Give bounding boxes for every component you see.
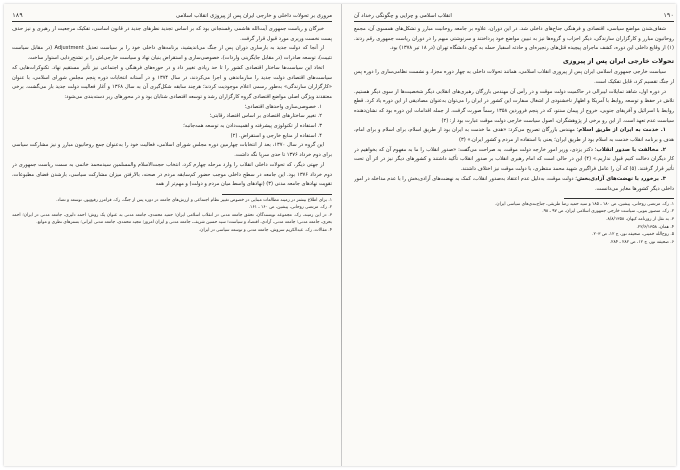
principle-item (354, 126, 674, 145)
section-heading: تحولات خارجی ایران پس از پیروزی (562, 57, 674, 66)
page-190 (354, 12, 674, 460)
page-number: ۱۸۹ (12, 12, 23, 19)
paragraph: سیاست خارجی جمهوری اسلامی ایران پس از پیروزی انقلاب اسلامی، همانند تحولات داخلی به چهار دوره مجزا، و نشست نظامی‌سازی را دوره پس از جنگ تقسیم کرد، قابل تفکیک است. (354, 69, 674, 85)
principle-item (354, 146, 674, 175)
page-header (354, 12, 674, 22)
page-header (12, 12, 332, 22)
footnote: ۵. روح‌الله خمینی، صحیفه نور، ج ۱۲، ص ۲۰۳. (592, 232, 674, 238)
paragraph: خبرگان و ریاست جمهوری آیت‌الله هاشمی رفسنجانی بود که بر اساس تجدید نظرهای جدید در قانون اساسی، تفکیک مرجعیت از رهبری و نیز حذف پست نخست وزیری مورد قبول قرار گرفت. (12, 26, 332, 42)
page-189 (12, 12, 332, 460)
footnote: ۱. برای اطلاع بیشتر در زمینه مطالعات مبنایی در خصوص تغییر نظام اجتماعی و ارزش‌های جامعه در دوره پس از جنگ، رک. فرامرز رفیع‌پور، توسعه و تضاد. (56, 197, 332, 203)
footnote: ۲. رک. منصور بتویی، سیاست خارجی جمهوری اسلامی ایران، ص ۹۷ ـ ۹۸. (542, 209, 674, 215)
principle-title: ۲. مخالفت با صدور انقلاب (596, 146, 667, 153)
book-spread (4, 4, 676, 466)
footnote: ۴. مقالات، رک. عبدالکریم سروش، جامعه مدنی و توسعه سیاسی در ایران. (198, 227, 332, 233)
principle-title: ۳. برخورد با نهضت‌های آزادی‌بخش (576, 175, 666, 182)
paragraph: در دوره اول، شاهد تمایلات لیبرالی در حاکمیت دولت موقت و در رأس آن مهندس بازرگان رهبری‌های انقلابی دیگر شخصیت‌ها از سوی دیگر هستیم. تلاش در حفظ و توسعه روابط با آمریکا و اظهار ناخشنودی از اشغال سفارت این کشور در ایران را می‌توان به‌عنوان مصادیقی از این دوره یاد کرد. قطع روابط با اسرائیل و آفریقای جنوبی، خروج از پیمان سنتو، که در پنجم فروردین ۱۳۵۸ رسماً صورت گرفت، از جمله اقدامات این دوره بود که نشان‌دهنده سیاست عدم تعهد است. از این رو برخی از پژوهشگران، اصول سیاست خارجی دولت موقت عبارت بود از: (۲) (354, 88, 674, 124)
paragraph: شفاف‌شدن مواضع سیاسی، اقتصادی و فرهنگی جناح‌های داخلی شد. در این دوران، علاوه بر جامعه روحانیت مبارز و تشکل‌های همسوی آن، مجمع روحانیون مبارز و کارگزاران سازندگی، دیگر احزاب و گروه‌ها نیز به تبیین مواضع خود پرداختند و سرنوشتی مبهم را در دوران ریاست جمهوری رقم زدند. (۱) از وقایع داخلی این دوره، کشف ماجرای پیچیده قتل‌های زنجیره‌ای و حادثه اسفبار حمله به کوی دانشگاه تهران (در ۱۸ تیر ۱۳۷۸) بود. (354, 26, 674, 52)
principle-text: ؛ مهندس بازرگان تصریح می‌کرد: «هدف ما خدمت به ایران بود از طریق اسلام، برای اسلام و برای امام، هدف و برنامه انقلاب خدمت به اسلام بود از طریق ایران؛ یعنی با استفاده از مردم و کشور ایران.» (۳) (354, 127, 674, 144)
paragraph: اتخاذ این سیاست‌ها ساختار اقتصادی کشور را تا حد زیادی تغییر داد و در حوزه‌های فرهنگی و اجتماعی نیز تأثیر مستقیم نهاد. تکنوکرات‌هایی که سیاست‌های اقتصادی دولت جدید را سازماندهی و اجرا می‌کردند، در سال ۱۳۷۴ و در آستانه انتخابات دوره پنجم مجلس شورای اسلامی، با عنوان «کارگزاران سازندگی» به‌طور رسمی اعلام موجودیت کردند؛ هرچند سابقه شکل‌گیری آن به سال ۱۳۶۸ و آغاز فعالیت دولت جدید باز می‌گشت. برخی معتقدند ویژگی اصلی مواضع اقتصادی گروه کارگزاران رشد و توسعه اقتصادی شتابان بود و در محورهای زیر دسته‌بندی می‌شود: (12, 64, 332, 100)
principle-text: ؛ دولت موقت، به‌دلیل عدم اعتقاد به‌صدور انقلاب، کمک به نهضت‌های آزادی‌بخش را با عدم مداخله در امور داخلی دیگر کشورها مغایر می‌دانست. (354, 175, 674, 192)
list-item: ۴. استفاده از منابع خارجی و استقراض. (۲) (230, 132, 322, 139)
running-title: مروری بر تحولات داخلی و خارجی ایران پس از پیروزی انقلاب اسلامی (175, 13, 332, 19)
list-item: ۲. تغییر ساختارهای اقتصادی بر اساس اقتصاد رقابتی؛ (209, 113, 322, 120)
book-gutter (341, 4, 342, 466)
footnote: ۱. رک. مرتضی روحانی، پیشین، ص ۱۸۰ ـ ۱۸۵ و سید حمید رضا طریقی، جناح‌بندی‌های سیاسی ایران. (495, 201, 674, 207)
page-number: ۱۹۰ (663, 12, 674, 19)
list-item: ۱. خصوصی‌سازی واحدهای اقتصادی؛ (244, 103, 322, 110)
footnote: ۲. رک. مرتضی روحانی، پیشین، ص ۱۶۰ ـ ۱۶۱. (248, 205, 332, 211)
paragraph: از آنجا که دولت جدید به بازسازی دوران پس از جنگ می‌اندیشید، برنامه‌های داخلی خود را بر سیاست تعدیل Adjustment (در مقابل سیاست تثبیت)، توسعه صادرات (در مقابل جایگزینی واردات)، خصوصی‌سازی و استقراض بنیان نهاد و سیاست خارجی‌اش را بر تشنج‌زدایی استوار ساخت. (12, 45, 332, 62)
list-item: ۳. استفاده از تکنولوژی پیشرفته و اهمیت‌دادن به توسعه همه‌جانبه؛ (183, 123, 322, 130)
principle-text: ؛ دکتر یزدی، وزیر امور خارجه دولت موقت، به صراحت می‌گفت: «صدور انقلاب را ما به مفهوم آن که بخواهیم در کار دیگران دخالت کنیم قبول نداریم.» (۴) این در حالی است که امام رهبری انقلاب بر صدور انقلاب تأکید داشتند و کشورهای دیگر نیز در اثر آن تحت تأثیر قرار گرفتند. (۵) که آن را عامل فراگیری شهید محمد منتظری، با دولت موقت نیز اختلاف داشتند. (354, 146, 674, 173)
footnote-divider (564, 198, 674, 199)
footnote-divider (222, 194, 332, 195)
paragraph: این گروه در سال ۱۳۷۰، بعد از انتخابات چهارمین دوره مجلس شورای اسلامی، فعالیت خود را به‌عنوان جمع روحانیون مبارز و نیز مشارکت سیاسی برای دوم خرداد ۱۳۷۶ تا حدی سرپا نگه داشت. (12, 142, 332, 159)
principle-item (354, 175, 674, 194)
footnote: ۴. همان، ۲۲/۶/۱۳۵۸. (636, 224, 674, 230)
footnote: ۶. صحیفه نور، ج ۱۲، ص ۲۸۲ ـ ۲۸۴. (609, 239, 674, 245)
running-title: انقلاب اسلامی و چرایی و چگونگی رخداد آن (354, 13, 452, 19)
footnote: ۳. در این زمینه، رک. مجموعه نویسندگان، تحقق جامعه مدنی در انقلاب اسلامی ایران؛ حمید محمدی، جامعه مدنی به عنوان یک روش؛ احمد دلیری، جامعه مدنی در ایران؛ احمد بحری، جامعه مدنی؛ جامعه مدنی، آزادی، اقتصاد و سیاست؛ سید حسین شریف، جامعه مدنی و ایران امروز؛ مجید محمدی، جامعه مدنی ایرانی؛ بسترهای نظری و موانع. (12, 212, 332, 226)
principle-title: ۱. خدمت به ایران از طریق اسلام (578, 127, 666, 134)
footnote: ۳. به نقل از روزنامه کیهان، ۸/۸/۱۳۵۸. (606, 217, 674, 223)
paragraph: از جهتی دیگر، که تحولات داخلی انقلاب را وارد مرحله چهارم کرد، انتخاب حجت‌الاسلام والمسلمین سیدمحمد خاتمی به سمت ریاست جمهوری در دوم خرداد ۱۳۷۶ بود. این جامعه در سطح داخلی موجب حضور کم‌سابقه مردم در صحنه، بالارفتن میزان مشارکت سیاسی، بازشدن فضای مطبوعات، تقویت نهادهای جامعه مدنی (۳) (نهادهای واسط میان مردم و دولت) و مهم‌تر از همه (12, 161, 332, 188)
